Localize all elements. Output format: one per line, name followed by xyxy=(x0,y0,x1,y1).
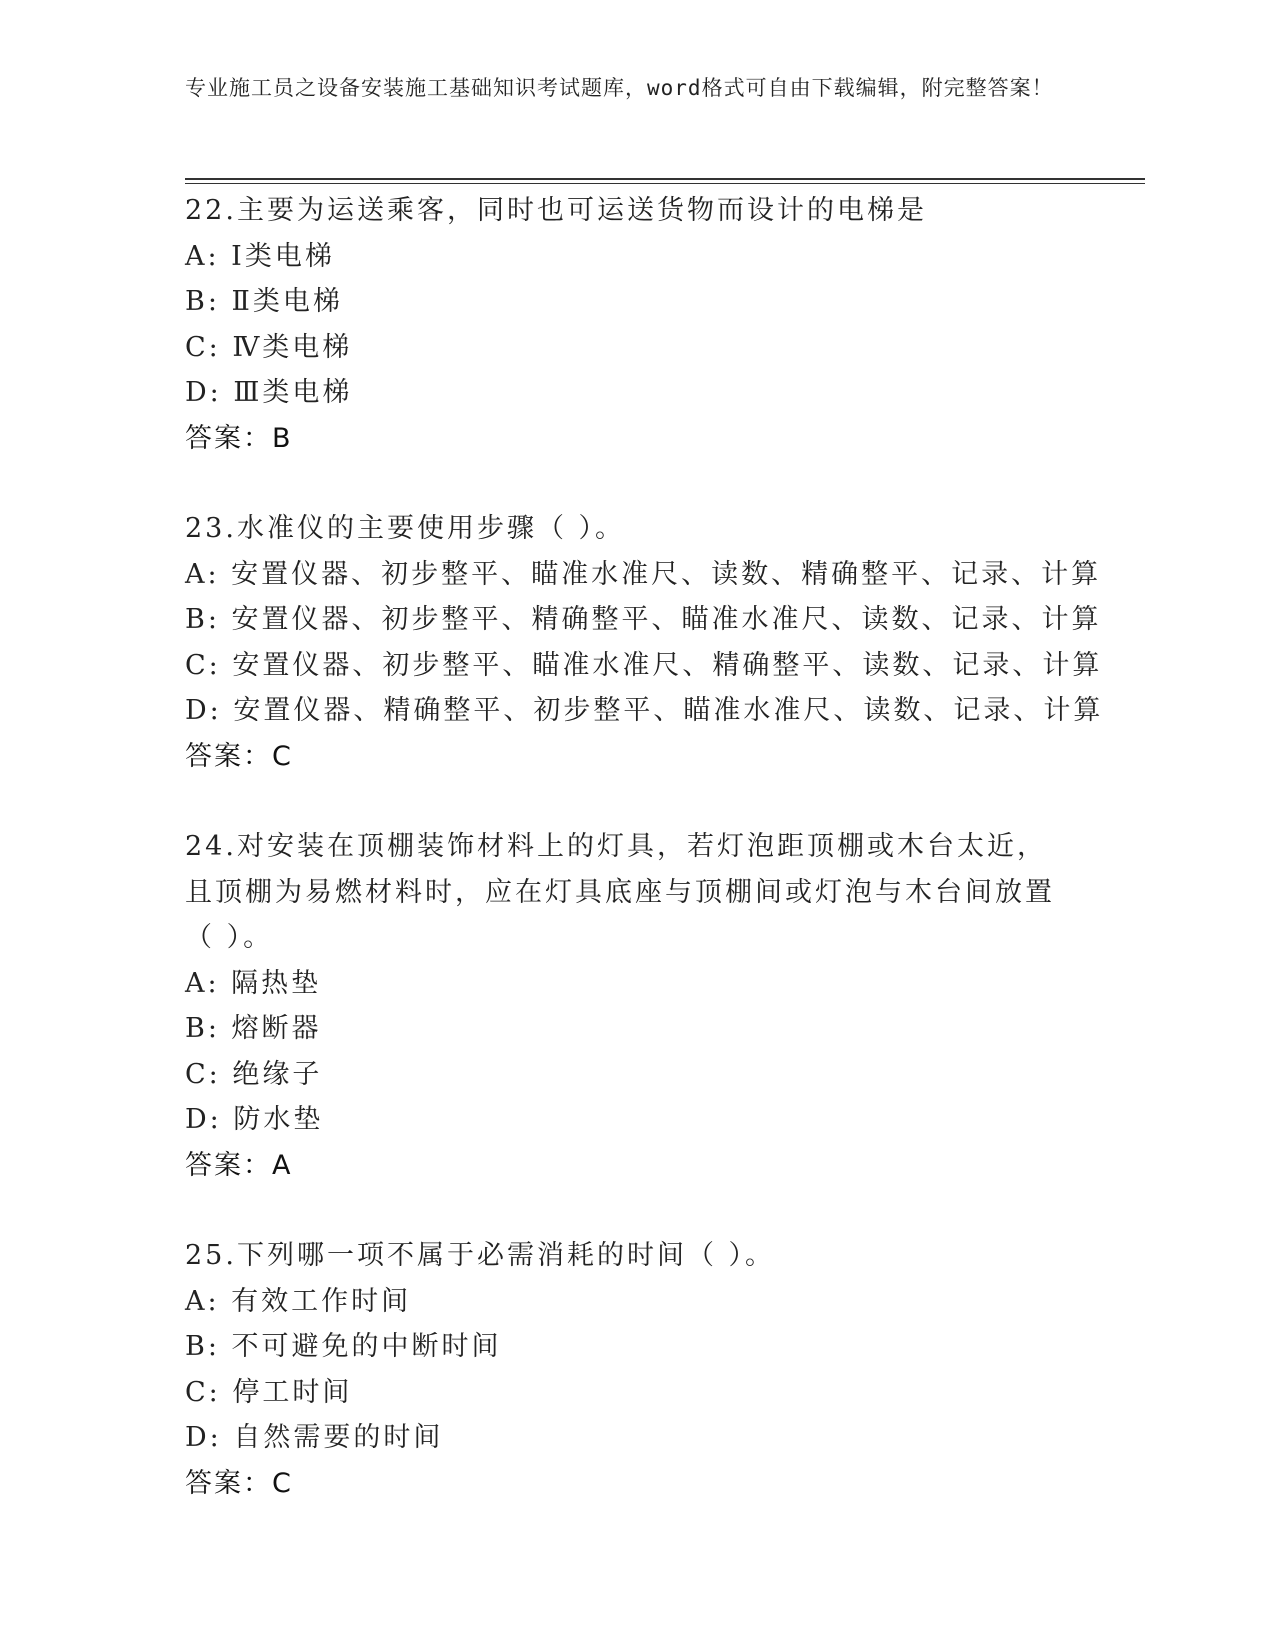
question-22 xyxy=(185,188,1085,461)
option-a: A: 安置仪器、初步整平、瞄准水准尺、读数、精确整平、记录、计算 xyxy=(185,558,1102,590)
question-25 xyxy=(185,1233,1085,1506)
option-a: A: 有效工作时间 xyxy=(185,1285,412,1317)
question-list xyxy=(185,188,1104,1551)
option-d: D: 防水垫 xyxy=(185,1104,324,1135)
option-c: C: 停工时间 xyxy=(185,1376,353,1408)
option-c: C: Ⅳ类电梯 xyxy=(185,331,353,363)
option-d: D: 自然需要的时间 xyxy=(185,1422,444,1453)
option-d: D: 安置仪器、精确整平、初步整平、瞄准水准尺、读数、记录、计算 xyxy=(185,695,1104,726)
option-a: A: 隔热垫 xyxy=(185,967,322,999)
document-header: 专业施工员之设备安装施工基础知识考试题库，word格式可自由下载编辑，附完整答案！ xyxy=(185,76,1054,100)
question-23 xyxy=(185,506,1104,779)
option-c: C: 安置仪器、初步整平、瞄准水准尺、精确整平、读数、记录、计算 xyxy=(185,649,1103,681)
answer-label: 答案：C xyxy=(185,1467,293,1499)
answer-label: 答案：C xyxy=(185,740,293,772)
question-stem: 23.水准仪的主要使用步骤（ ）。 xyxy=(185,513,626,544)
option-d: D: Ⅲ类电梯 xyxy=(185,377,353,408)
question-stem: 22.主要为运送乘客，同时也可运送货物而设计的电梯是 xyxy=(185,195,927,226)
option-b: B: 安置仪器、初步整平、精确整平、瞄准水准尺、读数、记录、计算 xyxy=(185,604,1102,635)
option-a: A: Ⅰ类电梯 xyxy=(185,240,335,272)
question-24 xyxy=(185,824,1085,1188)
option-b: B: Ⅱ类电梯 xyxy=(185,286,343,317)
option-b: B: 熔断器 xyxy=(185,1013,322,1044)
header-divider xyxy=(185,178,1145,180)
answer-label: 答案：B xyxy=(185,422,293,454)
question-stem: 24.对安装在顶棚装饰材料上的灯具，若灯泡距顶棚或木台太近，且顶棚为易燃材料时，应在灯具底座与顶棚间或灯泡与木台间放置（ ）。 xyxy=(185,831,1055,953)
option-c: C: 绝缘子 xyxy=(185,1058,323,1090)
answer-label: 答案：A xyxy=(185,1149,293,1181)
option-b: B: 不可避免的中断时间 xyxy=(185,1331,502,1362)
header-divider-thin xyxy=(185,183,1145,184)
question-stem: 25.下列哪一项不属于必需消耗的时间（ ）。 xyxy=(185,1240,776,1271)
